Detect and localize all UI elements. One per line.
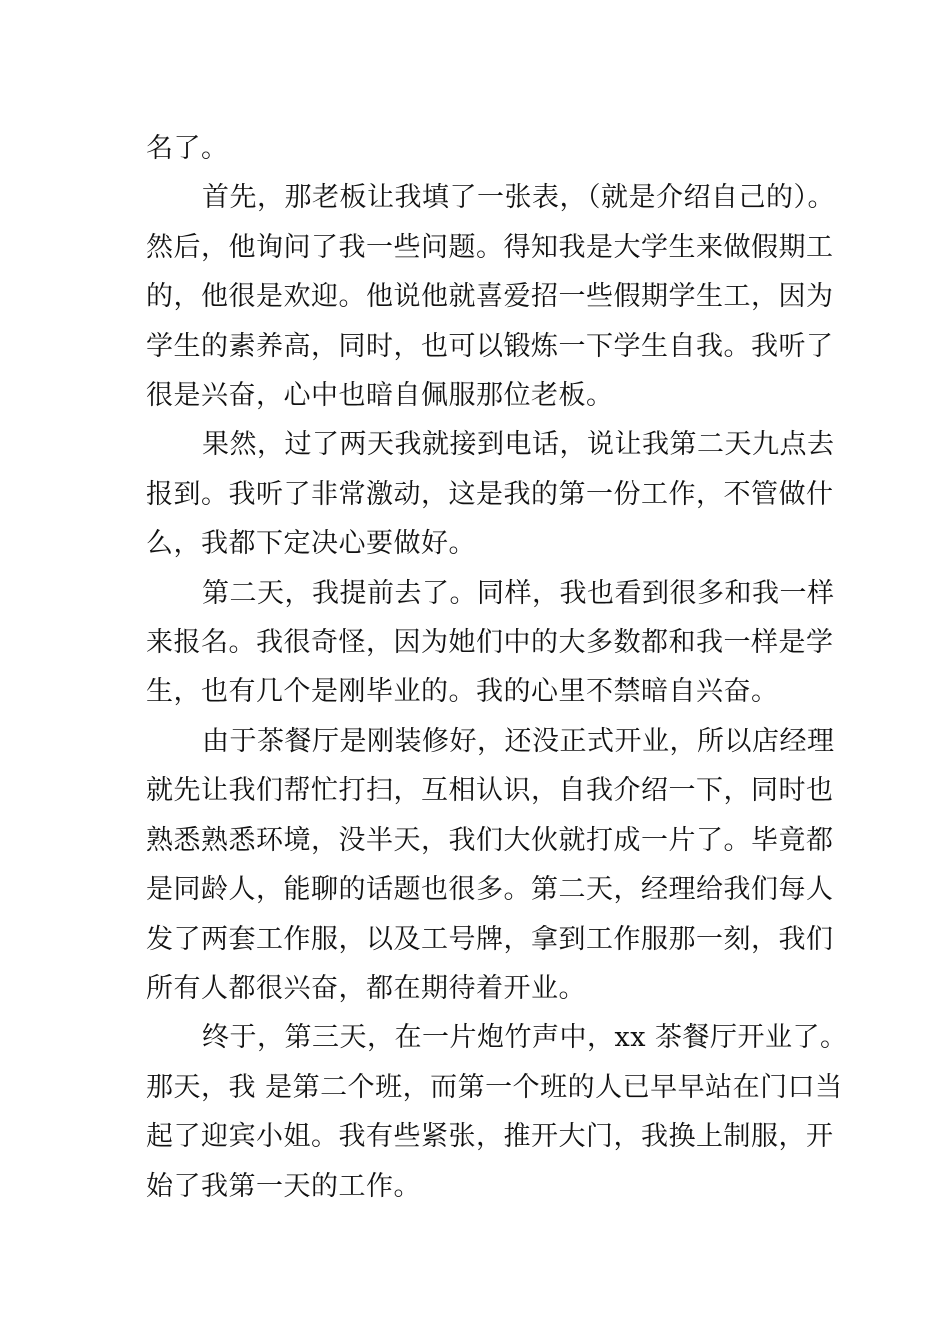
text-line: 所有人都很兴奋，都在期待着开业。	[146, 972, 586, 1004]
text-line: 报到。我听了非常激动，这是我的第一份工作，不管做什	[146, 478, 834, 510]
text-line: 么，我都下定决心要做好。	[146, 528, 476, 560]
text-line: 名了。	[146, 133, 229, 164]
text-line: 第二天，我提前去了。同样，我也看到很多和我一样	[202, 577, 835, 609]
text-line: 很是兴奋，心中也暗自佩服那位老板。	[146, 380, 614, 412]
text-line: 始了我第一天的工作。	[146, 1170, 421, 1202]
text-line: 起了迎宾小姐。我有些紧张，推开大门，我换上制服，开	[146, 1121, 834, 1153]
paragraph-2	[146, 173, 835, 420]
text-line: 首先，那老板让我填了一张表，（就是介绍自己的）。	[202, 182, 835, 214]
text-line: 熟悉熟悉环境，没半天，我们大伙就打成一片了。毕竟都	[146, 824, 834, 856]
text-line: 果然，过了两天我就接到电话，说让我第二天九点去	[202, 429, 835, 461]
text-line: 然后，他询问了我一些问题。得知我是大学生来做假期工	[146, 231, 834, 263]
paragraph-6	[146, 1013, 848, 1211]
text-line: 由于茶餐厅是刚装修好，还没正式开业，所以店经理	[202, 725, 835, 757]
text-line: 是同龄人，能聊的话题也很多。第二天，经理给我们每人	[146, 874, 834, 906]
paragraph-4	[146, 569, 835, 717]
text-line: 生，也有几个是刚毕业的。我的心里不禁暗自兴奋。	[146, 676, 779, 708]
body-text	[146, 124, 848, 1211]
text-line: 来报名。我很奇怪，因为她们中的大多数都和我一样是学	[146, 627, 834, 659]
paragraph-3	[146, 420, 835, 568]
text-line: 的，他很是欢迎。他说他就喜爱招一些假期学生工，因为	[146, 281, 834, 313]
text-line: 就先让我们帮忙打扫，互相认识，自我介绍一下，同时也	[146, 775, 834, 807]
paragraph-1	[146, 124, 816, 173]
text-line: 学生的素养高，同时，也可以锻炼一下学生自我。我听了	[146, 330, 834, 362]
text-line: 发了两套工作服，以及工号牌，拿到工作服那一刻，我们	[146, 923, 834, 955]
text-line: 那天，我 是第二个班，而第一个班的人已早早站在门口当	[146, 1071, 843, 1103]
paragraph-5	[146, 717, 835, 1013]
text-line: 终于，第三天，在一片炮竹声中，xx 茶餐厅开业了。	[202, 1022, 848, 1054]
